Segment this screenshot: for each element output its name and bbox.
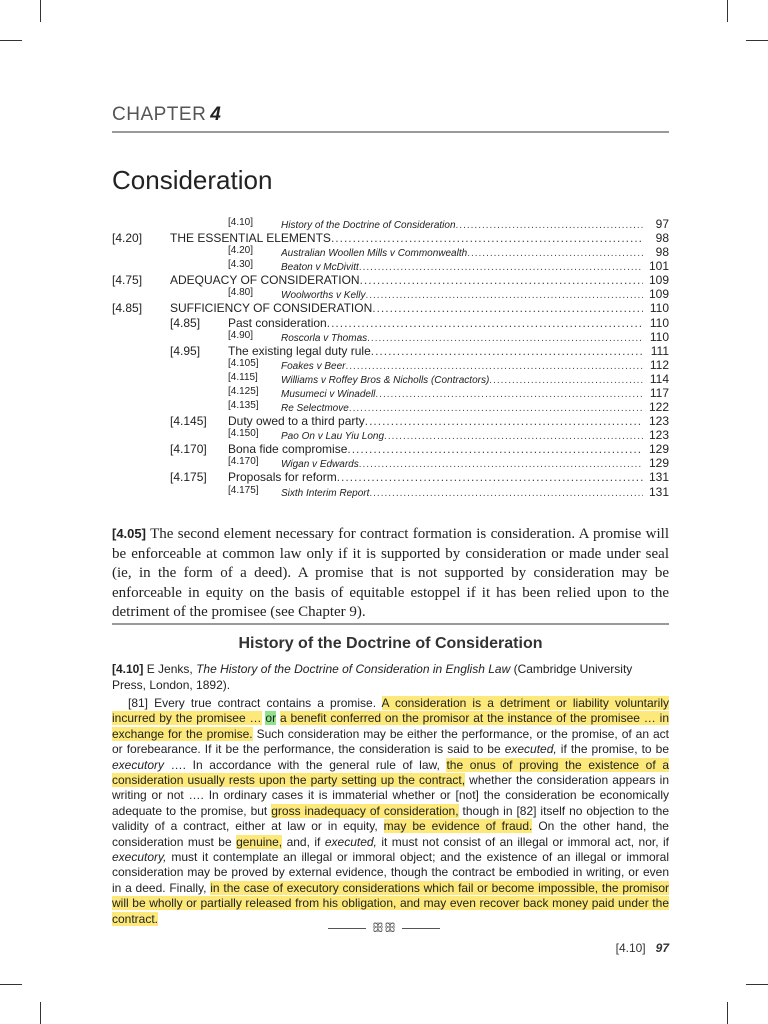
crop-mark xyxy=(727,1002,728,1024)
toc-entry xyxy=(112,245,669,259)
toc-leader xyxy=(359,262,643,273)
toc-label xyxy=(228,470,669,484)
toc-ref: [4.85] xyxy=(112,301,143,316)
toc-title: Re Selectmove xyxy=(281,402,349,414)
toc-leader xyxy=(367,333,643,344)
toc-ref: [4.95] xyxy=(170,343,201,358)
toc-entry xyxy=(112,287,669,301)
crop-mark xyxy=(40,1002,41,1024)
toc-entry xyxy=(112,358,669,372)
toc-ref: [4.20] xyxy=(112,231,143,245)
toc-ref: [4.115] xyxy=(228,371,258,383)
quoted-extract xyxy=(112,696,669,927)
toc-page: 98 xyxy=(655,231,669,245)
toc-ref: [4.135] xyxy=(228,399,259,411)
toc-page: 114 xyxy=(649,371,669,386)
ornament-line xyxy=(402,928,440,929)
toc-ref: [4.10] xyxy=(228,217,254,228)
quote-emphasis: executory, xyxy=(112,850,167,865)
toc-label xyxy=(281,428,669,442)
toc-page: 101 xyxy=(648,259,669,274)
quote-emphasis: executory xyxy=(112,757,165,772)
quote-emphasis: executed, xyxy=(504,742,557,757)
toc-page: 97 xyxy=(655,217,669,231)
toc-leader xyxy=(359,459,643,470)
toc-entry xyxy=(112,400,669,414)
crop-mark xyxy=(746,984,768,985)
toc-leader xyxy=(349,403,643,414)
toc-title: History of the Doctrine of Consideration xyxy=(281,220,456,231)
extract-publisher: (Cambridge University Press, London, 1892). xyxy=(112,662,633,692)
crop-mark xyxy=(727,0,728,22)
toc-leader xyxy=(372,301,643,315)
toc-leader xyxy=(456,220,643,231)
toc-ref: [4.105] xyxy=(228,357,259,369)
toc-page: 131 xyxy=(648,484,669,499)
toc-leader xyxy=(369,488,643,499)
toc-label xyxy=(170,301,669,315)
toc-entry xyxy=(112,485,669,499)
toc-label xyxy=(281,245,669,259)
quote-text: must it contemplate an illegal or immoral object; and the existence of an illegal or immoral consideration may be proved by external evidence, though the contract be embodied in writing, or even in a deed. Finally, xyxy=(112,850,669,895)
chapter-rule xyxy=(112,131,669,133)
toc-label xyxy=(170,273,669,287)
toc-entry xyxy=(112,316,669,330)
extract-author: E Jenks, xyxy=(146,662,193,676)
toc-ref: [4.125] xyxy=(228,385,259,397)
toc-label xyxy=(281,372,669,386)
highlight: the onus of proving the existence of a consideration usually rests upon the party setting up the contract, xyxy=(112,757,669,788)
section-ornament xyxy=(0,920,768,936)
toc-entry xyxy=(112,442,669,456)
section-heading: History of the Doctrine of Consideration xyxy=(238,635,543,652)
ornament-glyph: ꕥꕥ xyxy=(371,920,397,935)
toc-entry xyxy=(112,456,669,470)
toc-ref: [4.175] xyxy=(228,484,259,496)
toc-title: Past consideration xyxy=(228,315,327,330)
toc-label xyxy=(281,217,669,231)
quote-text: …. In accordance with the general rule of law, xyxy=(170,757,440,772)
highlight: may be evidence of fraud. xyxy=(383,819,533,834)
toc-entry xyxy=(112,231,669,245)
intro-text: The second element necessary for contract formation is consideration. A promise will be enforceable at common law only if it is supported by consideration or made under seal (ie, in the form of a deed). A promise that is not supported by consideration may be enforceable in equity on the basis of equitable estoppel if it has been relied upon to the detriment of the promisee (see Chapter 9). xyxy=(112,526,670,620)
toc-entry xyxy=(112,330,669,344)
toc-leader xyxy=(375,389,643,400)
toc-page: 131 xyxy=(648,470,669,485)
toc-leader xyxy=(327,316,643,330)
toc-page: 109 xyxy=(648,287,669,302)
quote-text: [81] Every true contract contains a promise. xyxy=(128,696,377,710)
toc-page: 112 xyxy=(649,357,669,372)
quote-text: though in [82] itself no objection to the validity of a contract, either at law or in equity, xyxy=(112,803,669,834)
toc-page: 110 xyxy=(649,329,669,344)
toc-entry xyxy=(112,259,669,273)
highlight: gross inadequacy of consideration, xyxy=(271,803,459,818)
toc-page: 122 xyxy=(648,399,669,414)
toc-ref: [4.175] xyxy=(170,470,207,485)
toc-leader xyxy=(345,361,643,372)
toc-page: 109 xyxy=(648,273,669,288)
toc-title: Proposals for reform xyxy=(228,470,337,485)
toc-title: Beaton v McDivitt xyxy=(281,262,359,274)
toc-entry xyxy=(112,414,669,428)
page-number: 97 xyxy=(655,941,669,955)
toc-label xyxy=(228,344,669,358)
toc-ref: [4.80] xyxy=(228,287,254,299)
toc-page: 123 xyxy=(648,428,669,443)
toc-ref: [4.170] xyxy=(228,456,259,468)
toc-label xyxy=(281,259,669,273)
crop-mark xyxy=(0,40,22,41)
toc-title: Bona fide compromise xyxy=(228,442,348,457)
toc-page: 110 xyxy=(649,301,669,316)
toc-leader xyxy=(365,290,643,301)
toc-page: 110 xyxy=(649,315,669,330)
crop-mark xyxy=(746,40,768,41)
section-rule xyxy=(112,623,669,625)
toc-label xyxy=(281,485,669,499)
highlight: genuine, xyxy=(236,834,283,849)
toc-label xyxy=(228,316,669,330)
quote-text: On the other hand, the consideration must be xyxy=(112,819,669,849)
toc-leader xyxy=(347,442,643,456)
toc-title: ADEQUACY OF CONSIDERATION xyxy=(170,273,360,288)
toc-ref: [4.30] xyxy=(228,259,254,271)
toc-entry xyxy=(112,470,669,484)
toc-page: 129 xyxy=(648,456,669,471)
toc-entry xyxy=(112,273,669,287)
page-title: Consideration xyxy=(112,165,273,195)
toc-leader xyxy=(489,375,643,386)
intro-paragraph xyxy=(112,524,669,623)
toc-leader xyxy=(331,231,643,245)
quote-emphasis: executed, xyxy=(324,834,377,849)
toc-title: Wigan v Edwards xyxy=(281,459,359,471)
toc-leader xyxy=(365,414,643,428)
toc-ref: [4.85] xyxy=(170,315,201,330)
quote-text: Such consideration may be either the performance, or the promise, of an act or forebearance. If it be the performance, the consideration is said to be xyxy=(112,726,669,757)
toc-title: The existing legal duty rule xyxy=(228,343,371,358)
toc-ref: [4.75] xyxy=(112,273,143,288)
toc-entry xyxy=(112,301,669,315)
quote-text: and, if xyxy=(286,834,321,849)
toc-leader xyxy=(467,248,643,259)
toc-label xyxy=(281,358,669,372)
quote-text: if the promise, to be xyxy=(560,742,669,757)
toc-title: Pao On v Lau Yiu Long xyxy=(281,431,385,443)
toc-entry xyxy=(112,217,669,231)
quote-text: it must not consist of an illegal or immoral act, nor, if xyxy=(381,834,669,849)
toc-ref: [4.20] xyxy=(228,245,254,257)
toc-label xyxy=(281,287,669,301)
toc-title: Woolworths v Kelly xyxy=(281,290,366,302)
page-footer xyxy=(616,941,669,955)
toc-title: Musumeci v Winadell xyxy=(281,388,376,400)
toc-label xyxy=(281,330,669,344)
highlight-green: or xyxy=(265,711,277,726)
toc-ref: [4.90] xyxy=(228,329,254,341)
toc-ref: [4.145] xyxy=(170,413,207,428)
toc-title: Sixth Interim Report xyxy=(281,487,370,499)
extract-work: The History of the Doctrine of Consideration in English Law xyxy=(196,662,511,676)
toc-leader xyxy=(360,273,643,287)
extract-ref: [4.10] xyxy=(112,662,144,676)
toc-page: 111 xyxy=(650,343,669,358)
toc-page: 129 xyxy=(648,442,669,457)
toc-page: 123 xyxy=(648,413,669,428)
toc-label xyxy=(228,442,669,456)
toc-entry xyxy=(112,344,669,358)
toc-page: 98 xyxy=(655,245,669,260)
chapter-word: CHAPTER xyxy=(112,104,207,125)
intro-ref: [4.05] xyxy=(112,526,146,541)
toc-leader xyxy=(371,344,643,358)
toc-entry xyxy=(112,372,669,386)
toc-title: SUFFICIENCY OF CONSIDERATION xyxy=(170,301,373,316)
table-of-contents xyxy=(112,217,669,499)
toc-ref: [4.170] xyxy=(170,442,207,457)
toc-label xyxy=(281,456,669,470)
crop-mark xyxy=(0,984,22,985)
toc-title: Williams v Roffey Bros & Nicholls (Contractors) xyxy=(281,374,490,386)
toc-leader xyxy=(384,431,643,442)
highlight: in the case of executory considerations which fail or become impossible, the promisor will be wholly or partially released from his obligation, and may even recover back money paid under the contract. xyxy=(112,880,669,926)
toc-title: Duty owed to a third party xyxy=(228,413,365,428)
quote-text: whether the consideration appears in writing or not …. In ordinary cases it is immaterial whether or [not] the consideration be economically adequate to the promise, but xyxy=(112,773,670,818)
extract-citation xyxy=(112,661,669,693)
highlight: a benefit conferred on the promisor at the instance of the promisee … in exchange for the promise. xyxy=(112,711,670,741)
toc-page: 117 xyxy=(649,385,669,400)
toc-entry xyxy=(112,386,669,400)
crop-mark xyxy=(40,0,41,22)
toc-title: THE ESSENTIAL ELEMENTS xyxy=(170,231,331,245)
footer-ref: [4.10] xyxy=(615,941,646,955)
toc-leader xyxy=(337,470,643,484)
highlight: A consideration is a detriment or liability voluntarily incurred by the promisee … xyxy=(112,696,670,726)
toc-label xyxy=(228,414,669,428)
toc-title: Foakes v Beer xyxy=(281,360,346,372)
toc-label xyxy=(281,386,669,400)
toc-title: Australian Woollen Mills v Commonwealth xyxy=(281,248,468,260)
ornament-line xyxy=(328,928,366,929)
toc-ref: [4.150] xyxy=(228,428,259,440)
toc-entry xyxy=(112,428,669,442)
chapter-label xyxy=(112,104,221,126)
toc-label xyxy=(170,231,669,245)
chapter-number: 4 xyxy=(210,104,222,125)
toc-label xyxy=(281,400,669,414)
toc-title: Roscorla v Thomas xyxy=(281,332,368,344)
